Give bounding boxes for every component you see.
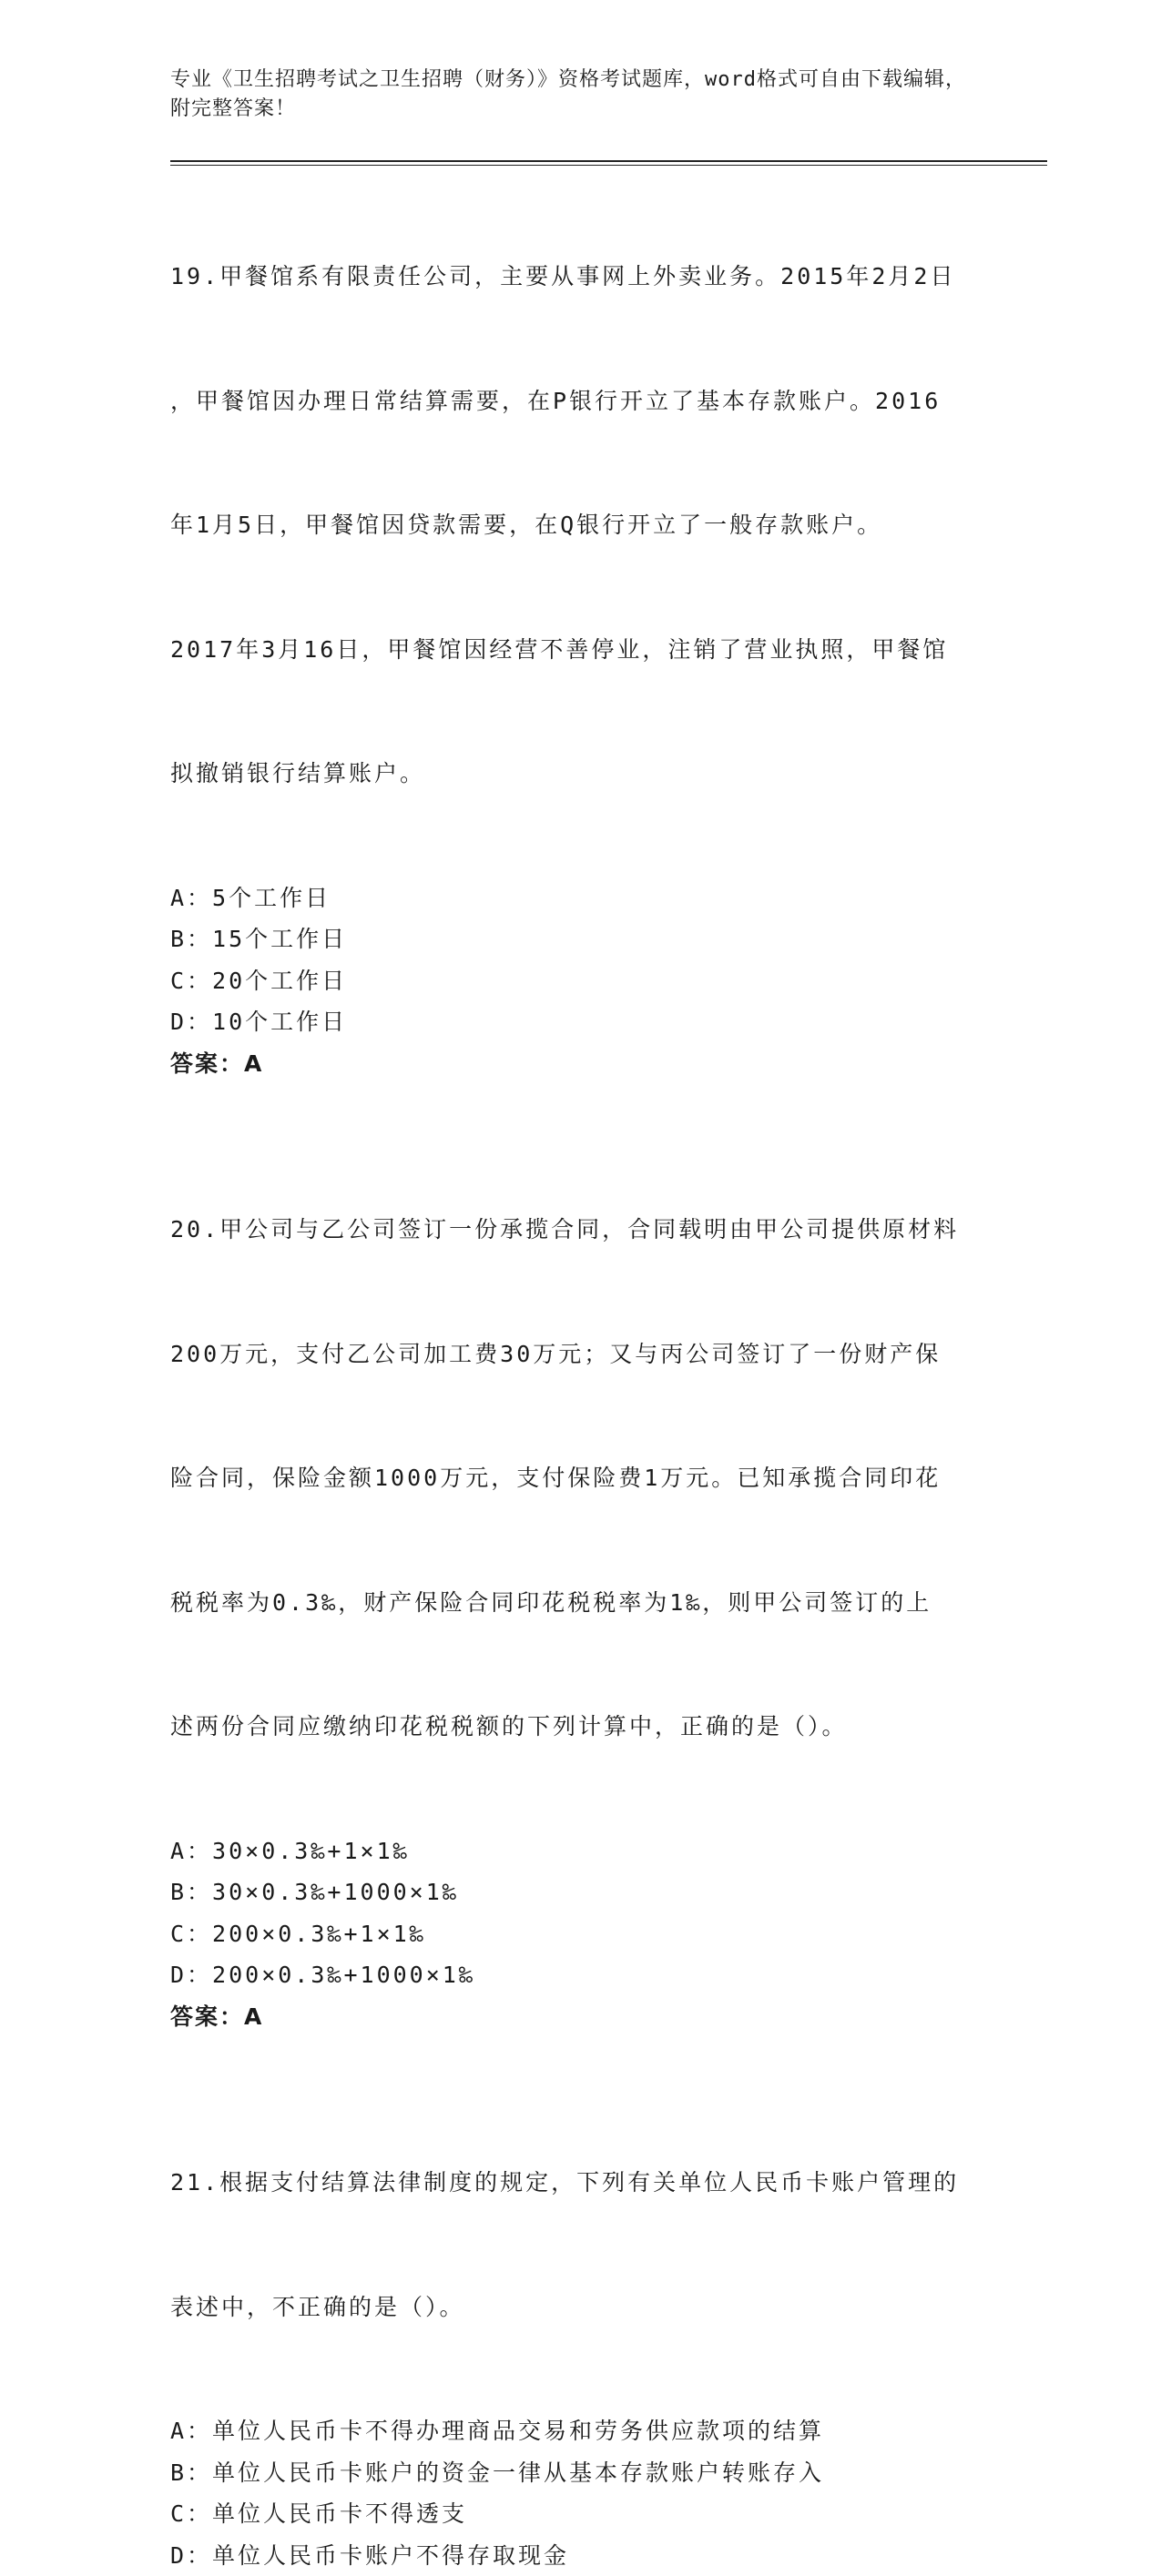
option-b: B：30×0.3‰+1000×1‰ [170, 1871, 990, 1913]
option-d: D：10个工作日 [170, 1001, 990, 1043]
stem-line: 述两份合同应缴纳印花税税额的下列计算中，正确的是（）。 [170, 1706, 990, 1748]
question-19 [170, 173, 990, 1084]
header-text: 专业《卫生招聘考试之卫生招聘（财务）》资格考试题库，word格式可自由下载编辑，附完整答案！ [170, 68, 966, 120]
option-b: B：15个工作日 [170, 918, 990, 960]
stem-line: 拟撤销银行结算账户。 [170, 753, 990, 795]
question-spacer [170, 1084, 990, 1126]
page-header [170, 66, 972, 124]
stem-line: 险合同，保险金额1000万元，支付保险费1万元。已知承揽合同印花 [170, 1457, 990, 1499]
answer: 答案：A [170, 1043, 990, 1085]
option-d: D：200×0.3‰+1000×1‰ [170, 1954, 990, 1996]
option-b: B：单位人民币卡账户的资金一律从基本存款账户转账存入 [170, 2452, 990, 2494]
option-c: C：单位人民币卡不得透支 [170, 2493, 990, 2535]
option-a: A：5个工作日 [170, 877, 990, 919]
stem-line: 2017年3月16日，甲餐馆因经营不善停业，注销了营业执照，甲餐馆 [170, 629, 990, 671]
question-stem [170, 173, 990, 877]
question-stem [170, 2079, 990, 2410]
option-a: A：30×0.3‰+1×1‰ [170, 1831, 990, 1872]
header-divider [170, 160, 1047, 166]
option-c: C：20个工作日 [170, 960, 990, 1002]
question-20 [170, 1126, 990, 2037]
question-21 [170, 2079, 990, 2576]
stem-line: 19.甲餐馆系有限责任公司，主要从事网上外卖业务。2015年2月2日 [170, 256, 990, 298]
option-d: D：单位人民币卡账户不得存取现金 [170, 2535, 990, 2576]
stem-line: 表述中，不正确的是（）。 [170, 2287, 990, 2328]
option-c: C：200×0.3‰+1×1‰ [170, 1913, 990, 1955]
stem-line: 税税率为0.3‰，财产保险合同印花税税率为1‰，则甲公司签订的上 [170, 1582, 990, 1624]
stem-line: 年1月5日，甲餐馆因贷款需要，在Q银行开立了一般存款账户。 [170, 504, 990, 546]
answer: 答案：A [170, 1996, 990, 2038]
stem-line: 200万元，支付乙公司加工费30万元；又与丙公司签订了一份财产保 [170, 1334, 990, 1375]
option-a: A：单位人民币卡不得办理商品交易和劳务供应款项的结算 [170, 2410, 990, 2452]
stem-line: 20.甲公司与乙公司签订一份承揽合同，合同载明由甲公司提供原材料 [170, 1209, 990, 1251]
question-stem [170, 1126, 990, 1831]
stem-line: 21.根据支付结算法律制度的规定，下列有关单位人民币卡账户管理的 [170, 2162, 990, 2204]
question-list [170, 173, 990, 2576]
stem-line: ，甲餐馆因办理日常结算需要，在P银行开立了基本存款账户。2016 [170, 380, 990, 422]
question-spacer [170, 2037, 990, 2079]
